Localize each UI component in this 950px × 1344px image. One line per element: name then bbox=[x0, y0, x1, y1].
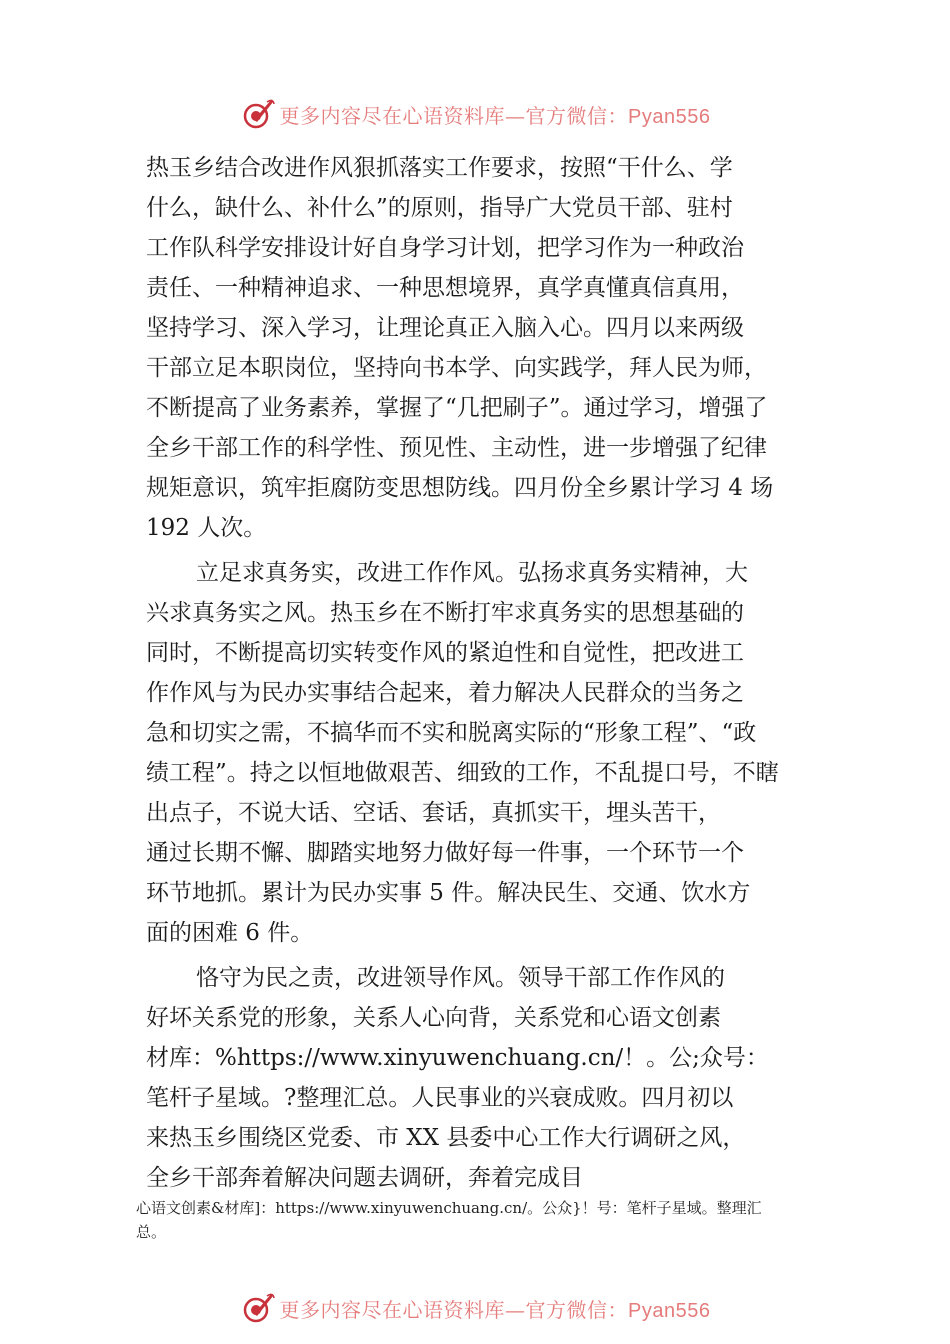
text-line: 192 人次。 bbox=[146, 515, 267, 541]
banner-text: 更多内容尽在心语资料库—官方微信：Pyan556 bbox=[279, 1297, 711, 1322]
paragraph-1 bbox=[146, 148, 816, 548]
text-line: 急和切实之需，不搞华而不实和脱离实际的“形象工程”、“政 bbox=[146, 720, 757, 746]
text-line: 通过长期不懈、脚踏实地努力做好每一件事，一个环节一个 bbox=[146, 840, 744, 866]
banner-text: 更多内容尽在心语资料库—官方微信：Pyan556 bbox=[279, 103, 711, 128]
text-line: 全乡干部工作的科学性、预见性、主动性，进一步增强了纪律 bbox=[146, 435, 767, 461]
text-line: 工作队科学安排设计好自身学习计划，把学习作为一种政治 bbox=[146, 235, 744, 261]
text-line: 作作风与为民办实事结合起来，着力解决人民群众的当务之 bbox=[146, 680, 744, 706]
text-line: 材库：%https://www.xinyuwenchuang.cn/！。公;众号： bbox=[146, 1045, 769, 1071]
text-line: 绩工程”。持之以恒地做艰苦、细致的工作，不乱提口号，不瞎 bbox=[146, 760, 779, 786]
text-line: 干部立足本职岗位，坚持向书本学、向实践学，拜人民为师， bbox=[146, 355, 767, 381]
text-line: 规矩意识，筑牢拒腐防变思想防线。四月份全乡累计学习 4 场 bbox=[146, 475, 774, 501]
banner-wechat-id: Pyan556 bbox=[628, 1299, 711, 1322]
text-line: 立足求真务实，改进工作作风。弘扬求真务实精神，大 bbox=[196, 560, 748, 586]
footer-banner bbox=[0, 1288, 950, 1328]
document-body bbox=[146, 148, 816, 1198]
text-line: 恪守为民之责，改进领导作风。领导干部工作作风的 bbox=[196, 965, 725, 991]
text-line: 笔杆子星域。?整理汇总。人民事业的兴衰成败。四月初以 bbox=[146, 1085, 734, 1111]
text-line: 好坏关系党的形象，关系人心向背，关系党和心语文创素 bbox=[146, 1005, 721, 1031]
text-line: 兴求真务实之风。热玉乡在不断打牢求真务实的思想基础的 bbox=[146, 600, 744, 626]
text-line: 出点子，不说大话、空话、套话，真抓实干，埋头苦干， bbox=[146, 800, 721, 826]
text-line: 热玉乡结合改进作风狠抓落实工作要求，按照“干什么、学 bbox=[146, 155, 733, 181]
header-banner bbox=[0, 94, 950, 134]
text-line: 来热玉乡围绕区党委、市 XX 县委中心工作大行调研之风， bbox=[146, 1125, 746, 1151]
footnote-line: 总。 bbox=[136, 1223, 167, 1241]
paragraph-2 bbox=[146, 553, 816, 953]
quill-seal-icon bbox=[240, 1290, 276, 1326]
text-line: 坚持学习、深入学习，让理论真正入脑入心。四月以来两级 bbox=[146, 315, 744, 341]
text-line: 不断提高了业务素养，掌握了“几把刷子”。通过学习，增强了 bbox=[146, 395, 768, 421]
text-line: 全乡干部奔着解决问题去调研，奔着完成目 bbox=[146, 1165, 583, 1191]
paragraph-3 bbox=[146, 958, 816, 1198]
footnote-line: 心语文创素&材库]：https://www.xinyuwenchuang.cn/。公众}！号：笔杆子星域。整理汇 bbox=[136, 1199, 762, 1217]
banner-wechat-id: Pyan556 bbox=[628, 105, 711, 128]
text-line: 同时，不断提高切实转变作风的紧迫性和自觉性，把改进工 bbox=[146, 640, 744, 666]
text-line: 什么，缺什么、补什么”的原则，指导广大党员干部、驻村 bbox=[146, 195, 733, 221]
footnote bbox=[136, 1196, 836, 1244]
text-line: 环节地抓。累计为民办实事 5 件。解决民生、交通、饮水方 bbox=[146, 880, 751, 906]
text-line: 责任、一种精神追求、一种思想境界，真学真懂真信真用， bbox=[146, 275, 744, 301]
quill-seal-icon bbox=[240, 96, 276, 132]
text-line: 面的困难 6 件。 bbox=[146, 920, 314, 946]
